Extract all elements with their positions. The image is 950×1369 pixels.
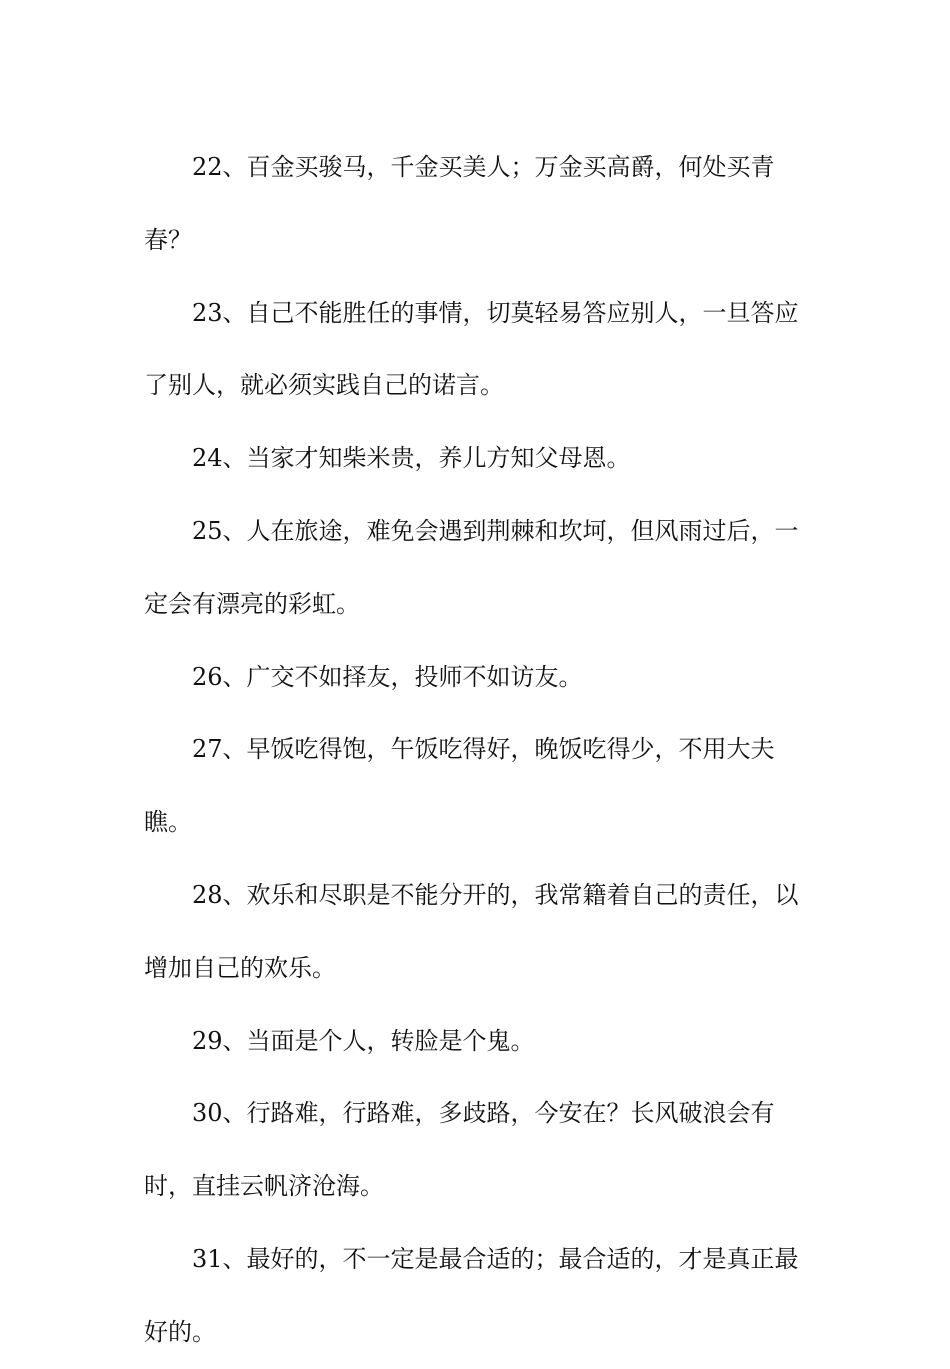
paragraph-24: 24、当家才知柴米贵，养儿方知父母恩。 <box>192 444 631 473</box>
paragraph-31: 31、最好的，不一定是最合适的；最合适的，才是真正最好的。 <box>144 1244 799 1346</box>
paragraph-23: 23、自己不能胜任的事情，切莫轻易答应别人，一旦答应了别人，就必须实践自己的诺言。 <box>144 298 799 400</box>
paragraph-27: 27、早饭吃得饱，午饭吃得好，晚饭吃得少，不用大夫瞧。 <box>144 735 775 837</box>
paragraph-30: 30、行路难，行路难，多歧路，今安在？长风破浪会有时，直挂云帆济沧海。 <box>144 1099 775 1201</box>
paragraph-26: 26、广交不如择友，投师不如访友。 <box>192 662 583 691</box>
paragraph-22: 22、百金买骏马，千金买美人；万金买高爵，何处买青春？ <box>144 153 775 254</box>
paragraph-28: 28、欢乐和尽职是不能分开的，我常籍着自己的责任，以增加自己的欢乐。 <box>144 880 799 982</box>
paragraph-29: 29、当面是个人，转脸是个鬼。 <box>192 1026 535 1055</box>
paragraph-25: 25、人在旅途，难免会遇到荆棘和坎坷，但风雨过后，一定会有漂亮的彩虹。 <box>144 516 799 618</box>
document-body <box>144 131 812 1369</box>
